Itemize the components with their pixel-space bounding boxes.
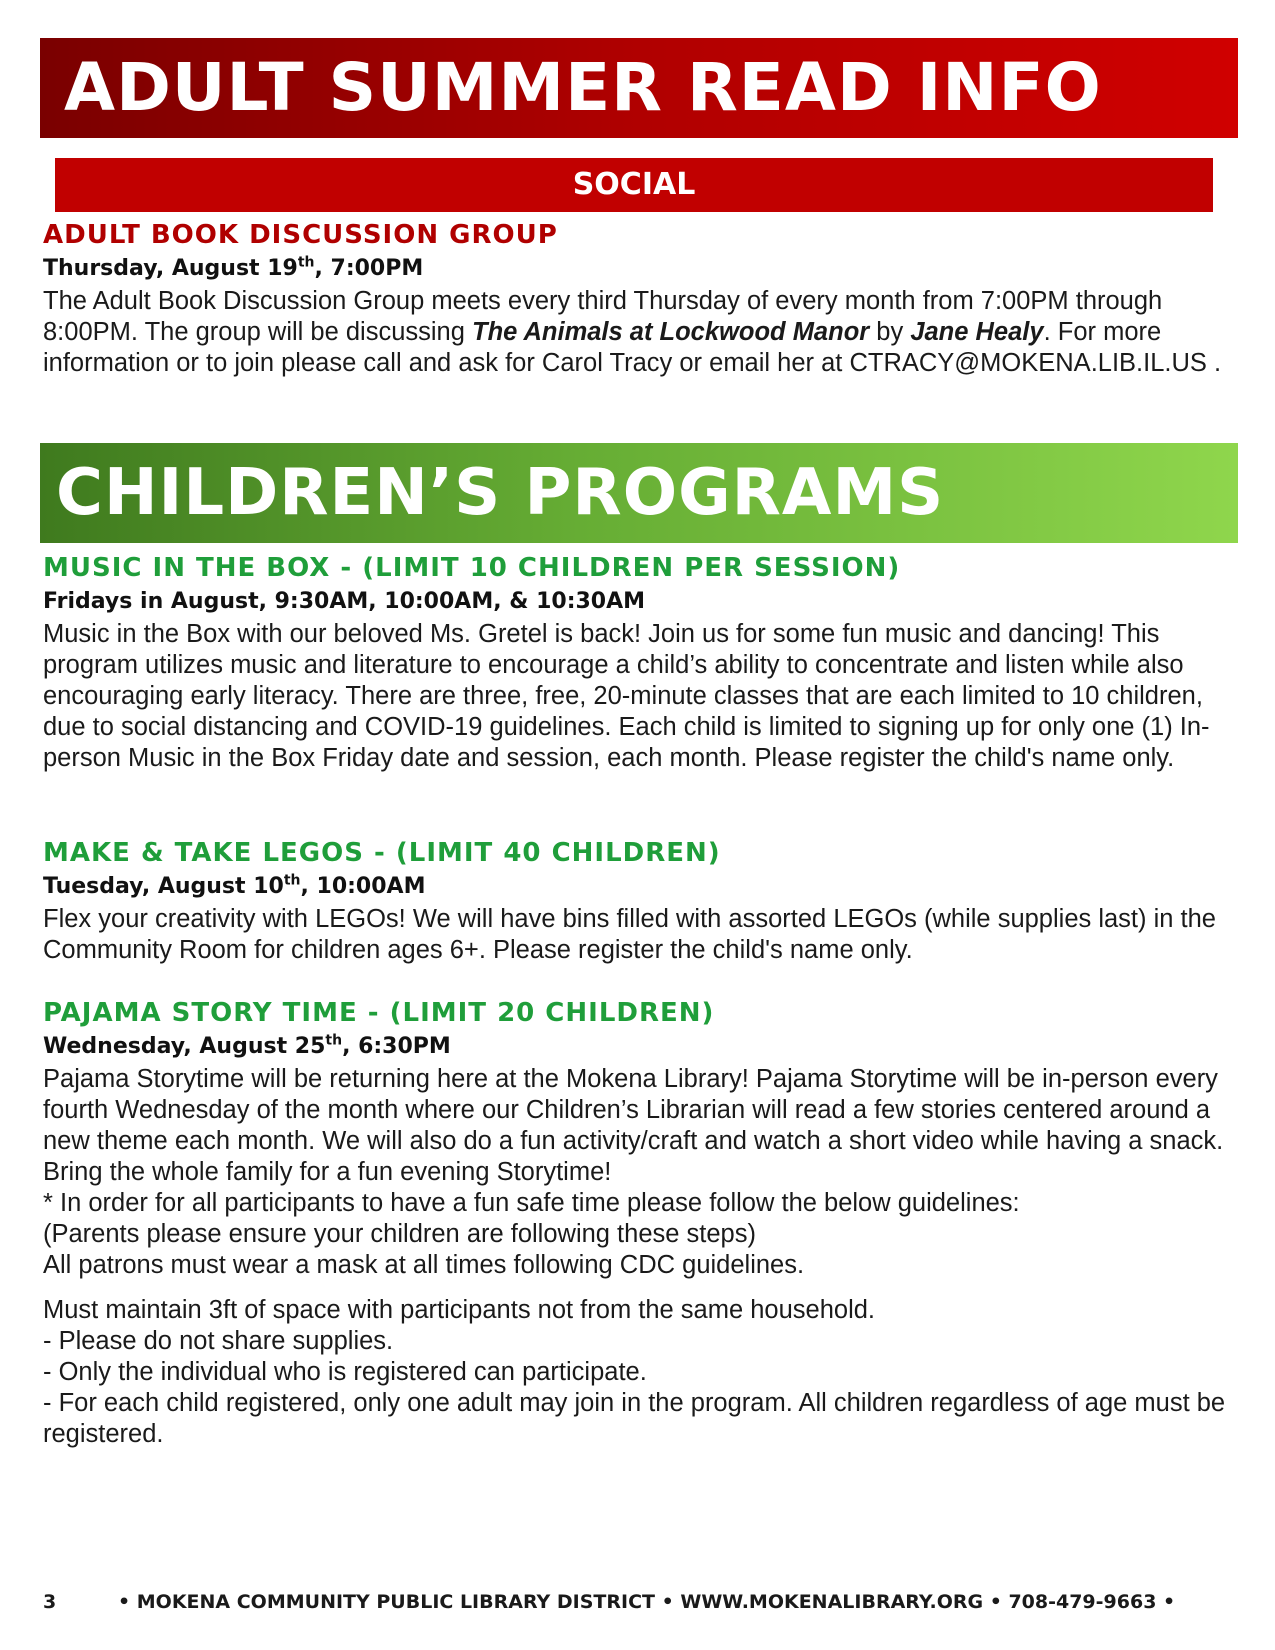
adult-summer-read-banner: ADULT SUMMER READ INFO [40, 38, 1238, 138]
childrens-programs-banner: CHILDREN’S PROGRAMS [40, 443, 1238, 543]
book-discussion-body: The Adult Book Discussion Group meets every third Thursday of every month from 7:00PM through 8:00PM. The group will be discussing The Animals at Lockwood Manor by Jane Healy. For more information or to join please call and ask for Carol Tracy or email her at CTRACY@MOKENA.LIB.IL.US . [43, 287, 1222, 377]
music-in-the-box-date: Fridays in August, 9:30AM, 10:00AM, & 10:30AM [43, 589, 646, 614]
book-author: Jane Healy [910, 318, 1044, 346]
guideline-item: - For each child registered, only one adult may join in the program. All children regardless of age must be registered. [43, 1389, 1226, 1448]
music-in-the-box-section [43, 551, 1235, 774]
music-in-the-box-title: MUSIC IN THE BOX - (LIMIT 10 CHILDREN PER SESSION) [43, 553, 901, 583]
guideline-item: Must maintain 3ft of space with participants not from the same household. [43, 1296, 876, 1324]
make-take-legos-date: Tuesday, August 10th, 10:00AM [43, 872, 426, 899]
pajama-story-time-body: Pajama Storytime will be returning here at the Mokena Library! Pajama Storytime will be in-person every fourth Wednesday of the month where our Children’s Librarian will read a few stories centered around a new theme each month. We will also do a fun activity/craft and watch a short video while having a snack. Bring the whole family for a fun evening Storytime! [43, 1065, 1224, 1186]
make-take-legos-section [43, 836, 1235, 966]
music-in-the-box-body: Music in the Box with our beloved Ms. Gretel is back! Join us for some fun music and dancing! This program utilizes music and literature to encourage a child’s ability to concentrate and listen while also encouraging early literacy. There are three, free, 20-minute classes that are each limited to 10 children, due to social distancing and COVID-19 guidelines. Each child is limited to signing up for only one (1) In-person Music in the Box Friday date and session, each month. Please register the child's name only. [43, 620, 1210, 772]
page-footer [43, 1591, 1235, 1613]
book-discussion-section [43, 218, 1235, 379]
make-take-legos-title: MAKE & TAKE LEGOS - (LIMIT 40 CHILDREN) [43, 838, 721, 868]
guideline-mask: All patrons must wear a mask at all times following CDC guidelines. [43, 1251, 805, 1279]
make-take-legos-body: Flex your creativity with LEGOs! We will have bins filled with assorted LEGOs (while supplies last) in the Community Room for children ages 6+. Please register the child's name only. [43, 905, 1216, 964]
pajama-story-time-date: Wednesday, August 25th, 6:30PM [43, 1032, 451, 1059]
guideline-item: - Please do not share supplies. [43, 1327, 394, 1355]
book-discussion-date: Thursday, August 19th, 7:00PM [43, 254, 424, 281]
book-title: The Animals at Lockwood Manor [472, 318, 870, 346]
guideline-intro: * In order for all participants to have a fun safe time please follow the below guidelines: [43, 1189, 1020, 1217]
guideline-note: (Parents please ensure your children are following these steps) [43, 1220, 756, 1248]
pajama-story-time-title: PAJAMA STORY TIME - (LIMIT 20 CHILDREN) [43, 998, 715, 1028]
social-subbanner: SOCIAL [55, 158, 1213, 212]
pajama-story-time-section [43, 996, 1235, 1450]
page-number: 3 [43, 1591, 57, 1613]
footer-contact: • MOKENA COMMUNITY PUBLIC LIBRARY DISTRICT • WWW.MOKENALIBRARY.ORG • 708-479-9663 • [118, 1591, 1176, 1613]
guideline-item: - Only the individual who is registered can participate. [43, 1358, 647, 1386]
book-discussion-title: ADULT BOOK DISCUSSION GROUP [43, 220, 558, 250]
